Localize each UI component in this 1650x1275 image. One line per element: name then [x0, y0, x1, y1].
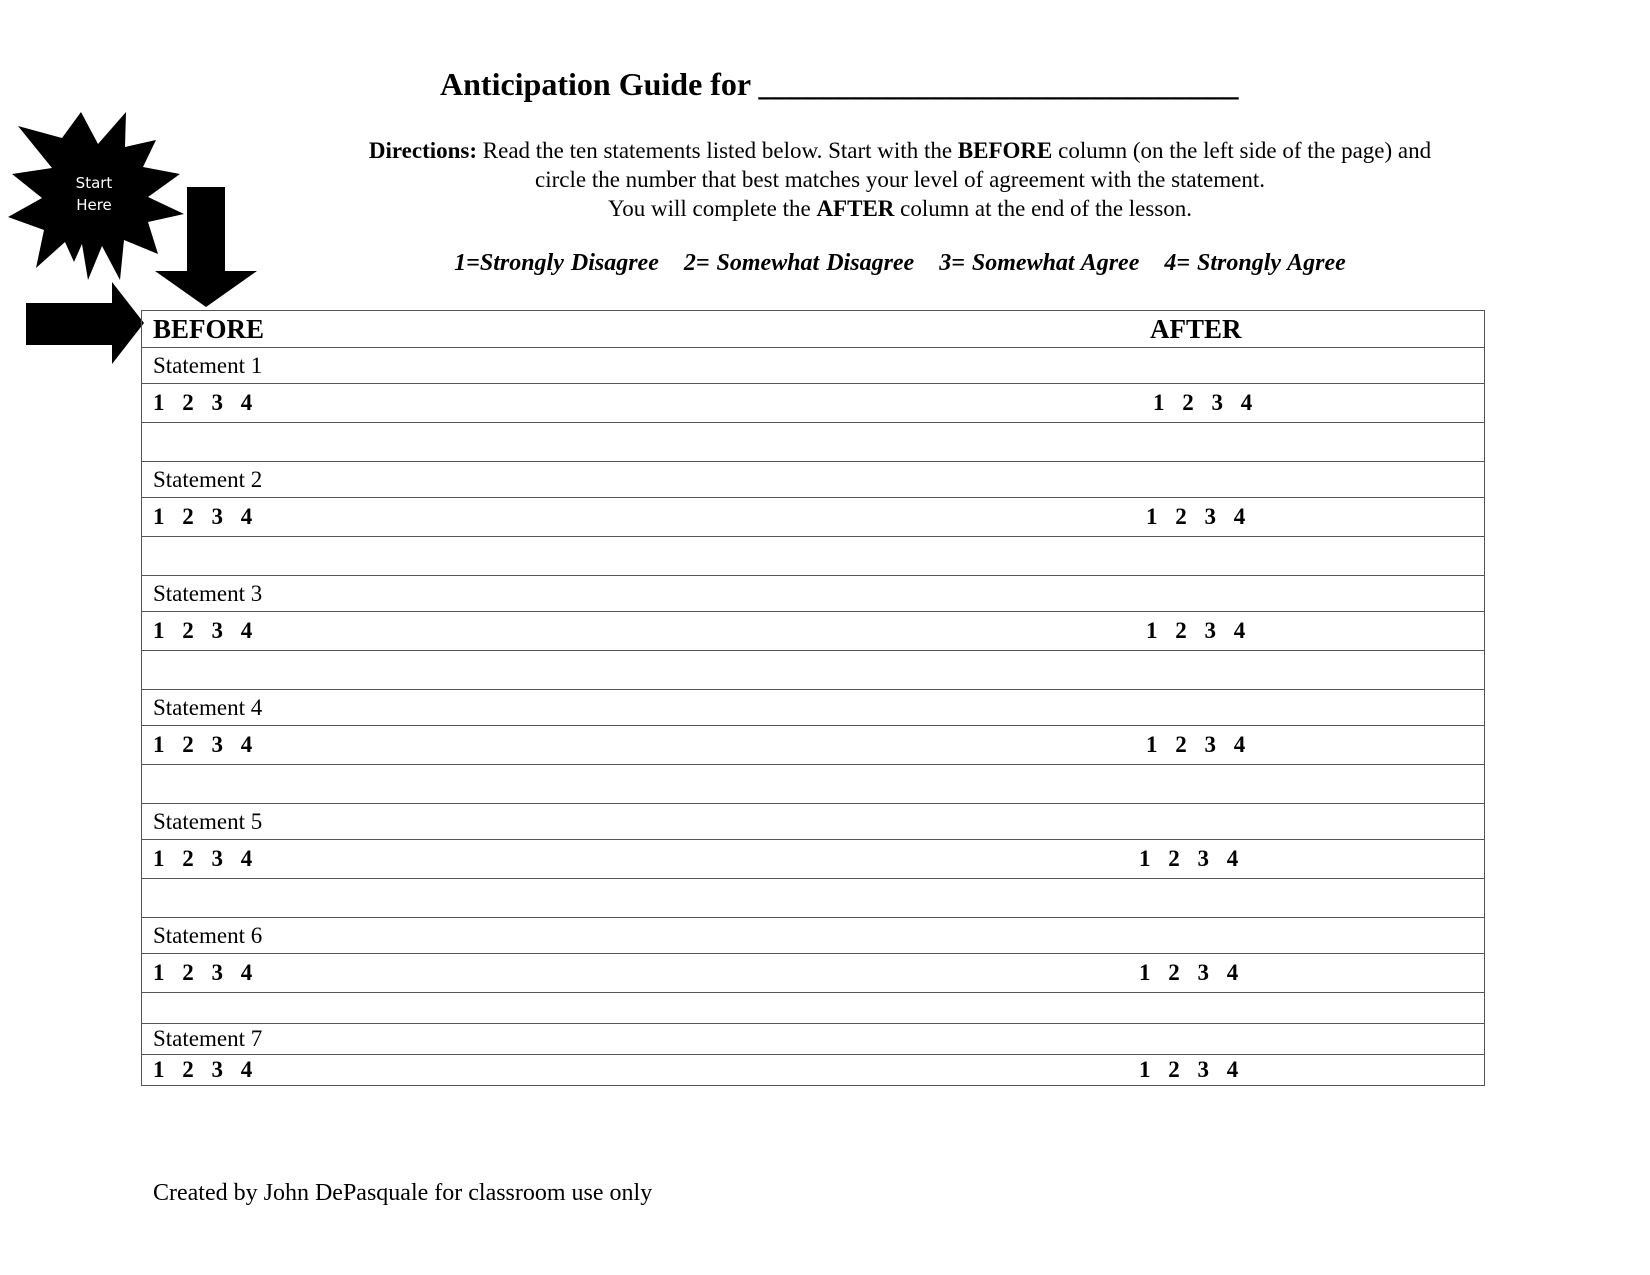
arrow-right-icon — [26, 282, 144, 364]
directions: Directions: Read the ten statements listed below. Start with the BEFORE column (on the left side of the page) and circle the number that best matches your level of agreement with the statement. You will complete the AFTER column at the end of the lesson. — [368, 138, 1432, 221]
rating-row — [142, 726, 1485, 765]
scale-3: 3= Somewhat Agree — [939, 250, 1140, 276]
after-rating[interactable]: 1 2 3 4 — [1146, 732, 1246, 757]
statement-row: Statement 4 — [142, 690, 1485, 726]
blank-row — [142, 993, 1485, 1024]
arrow-down-icon — [155, 187, 257, 307]
rating-row — [142, 498, 1485, 537]
statement-row: Statement 1 — [142, 348, 1485, 384]
footer-credit: Created by John DePasquale for classroom use only — [153, 1180, 653, 1206]
before-rating[interactable]: 1 2 3 4 — [153, 732, 253, 757]
statement-row: Statement 2 — [142, 462, 1485, 498]
statement-row: Statement 5 — [142, 804, 1485, 840]
statement-row: Statement 6 — [142, 918, 1485, 954]
after-rating[interactable]: 1 2 3 4 — [1146, 504, 1246, 529]
before-rating[interactable]: 1 2 3 4 — [153, 618, 253, 643]
blank-row — [142, 651, 1485, 690]
blank-row — [142, 879, 1485, 918]
after-rating[interactable]: 1 2 3 4 — [1139, 846, 1239, 871]
before-header: BEFORE — [153, 313, 265, 344]
after-rating[interactable]: 1 2 3 4 — [1153, 390, 1253, 415]
rating-row — [142, 384, 1485, 423]
after-rating[interactable]: 1 2 3 4 — [1139, 1057, 1239, 1082]
rating-row — [142, 954, 1485, 993]
after-rating[interactable]: 1 2 3 4 — [1146, 618, 1246, 643]
after-header: AFTER — [1150, 313, 1242, 344]
blank-row — [142, 537, 1485, 576]
scale-4: 4= Strongly Agree — [1164, 250, 1346, 276]
rating-row — [142, 612, 1485, 651]
before-rating[interactable]: 1 2 3 4 — [153, 390, 253, 415]
before-rating[interactable]: 1 2 3 4 — [153, 504, 253, 529]
after-rating[interactable]: 1 2 3 4 — [1139, 960, 1239, 985]
rating-row — [142, 840, 1485, 879]
scale-2: 2= Somewhat Disagree — [683, 250, 915, 276]
directions-label: Directions: — [368, 138, 478, 163]
table-header-row — [142, 311, 1485, 348]
before-rating[interactable]: 1 2 3 4 — [153, 846, 253, 871]
page-title: Anticipation Guide for ______________________________ — [440, 66, 1239, 102]
blank-row — [142, 423, 1485, 462]
anticipation-table — [141, 310, 1485, 1086]
rating-scale — [300, 250, 1500, 277]
start-here-label: Start Here — [75, 174, 113, 214]
rating-row — [142, 1055, 1485, 1086]
before-rating[interactable]: 1 2 3 4 — [153, 1057, 253, 1082]
blank-row — [142, 765, 1485, 804]
statement-row: Statement 7 — [142, 1024, 1485, 1055]
before-rating[interactable]: 1 2 3 4 — [153, 960, 253, 985]
scale-1: 1=Strongly Disagree — [454, 250, 659, 276]
statement-row: Statement 3 — [142, 576, 1485, 612]
